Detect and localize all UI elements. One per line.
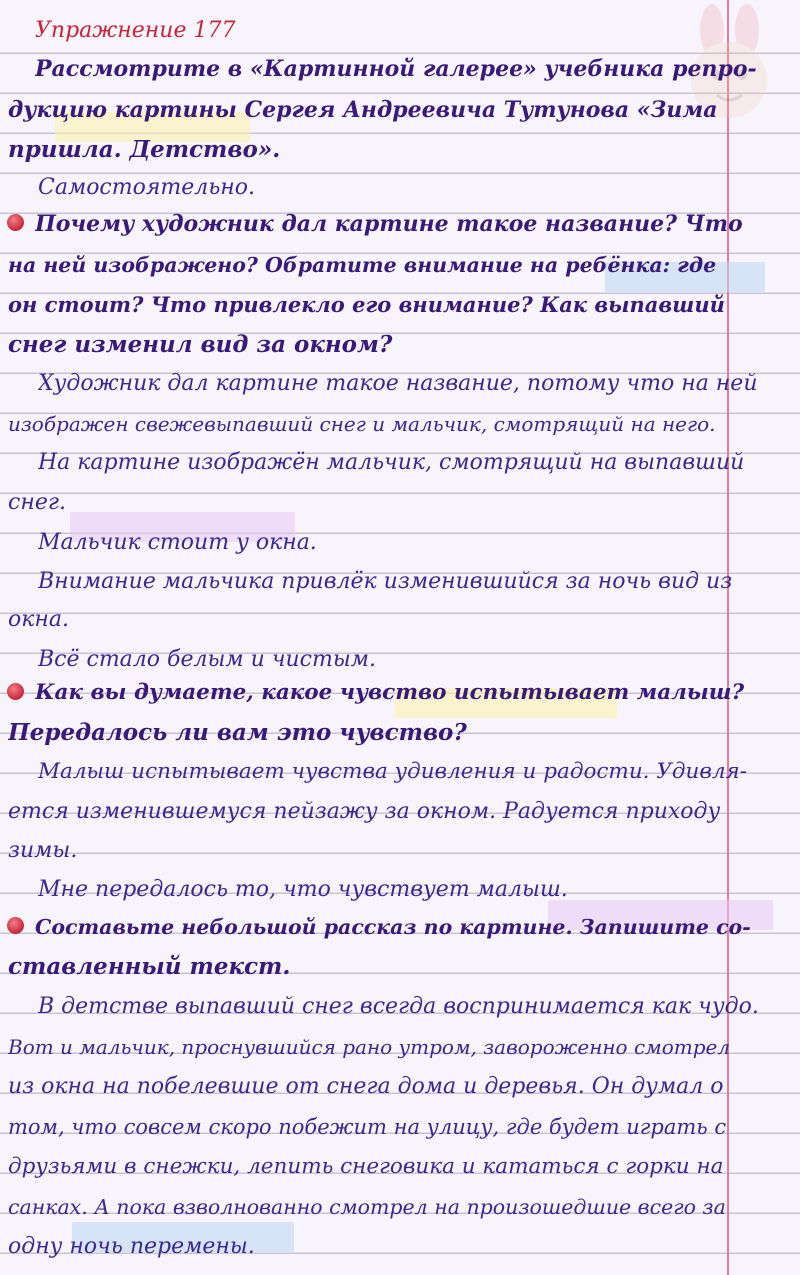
question-text-line: он стоит? Что привлекло его внимание? Как выпавший <box>8 292 725 317</box>
answer-text-line: В детстве выпавший снег всегда воспринимается как чудо. <box>38 994 759 1019</box>
question-text-line: Почему художник дал картине такое название? Что <box>35 211 743 237</box>
red-bullet-icon <box>7 917 24 934</box>
answer-text-line: изображен свежевыпавший снег и мальчик, смотрящий на него. <box>8 412 716 436</box>
answer-text-line: Мальчик стоит у окна. <box>38 530 317 555</box>
question-text-line: на ней изображено? Обратите внимание на ребёнка: где <box>8 253 717 277</box>
answer-text-line: окна. <box>8 607 69 632</box>
answer-text-line: ется изменившемуся пейзажу за окном. Радуется приходу <box>8 799 721 824</box>
answer-text-line: Вот и мальчик, проснувшийся рано утром, завороженно смотрел <box>8 1035 730 1059</box>
answer-text-line: зимы. <box>8 838 78 863</box>
answer-text-line: Всё стало белым и чистым. <box>38 647 377 672</box>
answer-text-line: том, что совсем скоро побежит на улицу, где будет играть с <box>8 1115 727 1139</box>
question-text-line: ставленный текст. <box>8 953 291 980</box>
answer-text-line: друзьями в снежки, лепить снеговика и кататься с горки на <box>8 1154 724 1179</box>
exercise-title: Упражнение 177 <box>35 18 236 43</box>
question-text-line: Составьте небольшой рассказ по картине. Запишите со- <box>35 915 751 939</box>
red-bullet-icon <box>7 683 24 700</box>
answer-text-line: На картине изображён мальчик, смотрящий на выпавший <box>38 450 745 475</box>
answer-text-line: Внимание мальчика привлёк изменившийся за ночь вид из <box>38 569 733 594</box>
answer-text-line: Малыш испытывает чувства удивления и радости. Удивля- <box>38 759 748 784</box>
answer-text-line: Художник дал картине такое название, потому что на ней <box>38 371 758 396</box>
answer-text-line: снег. <box>8 490 66 515</box>
task-text-line: дукцию картины Сергея Андреевича Тутунова «Зима <box>8 97 718 123</box>
question-text-line: снег изменил вид за окном? <box>8 331 393 358</box>
answer-text-line: санках. А пока взволнованно смотрел на произошедшие всего за <box>8 1195 726 1219</box>
red-bullet-icon <box>7 214 24 231</box>
task-text-line: пришла. Детство». <box>8 136 281 163</box>
question-text-line: Как вы думаете, какое чувство испытывает малыш? <box>35 680 745 705</box>
answer-text-line: из окна на побелевшие от снега дома и деревья. Он думал о <box>8 1074 724 1099</box>
question-text-line: Передалось ли вам это чувство? <box>8 719 467 746</box>
answer-text-line: одну ночь перемены. <box>8 1234 255 1259</box>
answer-text-line: Мне передалось то, что чувствует малыш. <box>38 877 568 902</box>
task-text-line: Рассмотрите в «Картинной галерее» учебника репро- <box>35 56 757 82</box>
answer-text-line: Самостоятельно. <box>38 175 256 200</box>
